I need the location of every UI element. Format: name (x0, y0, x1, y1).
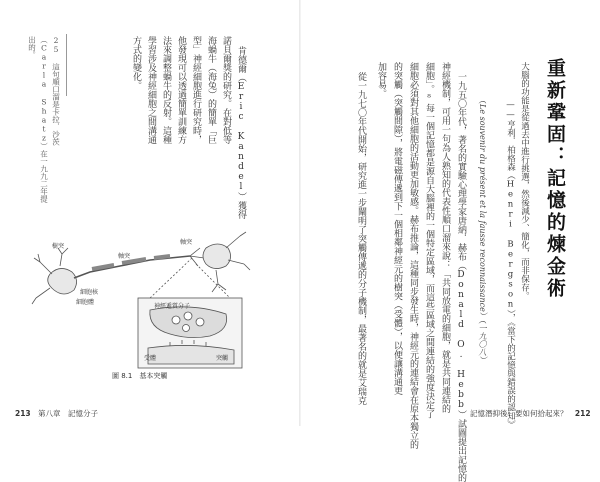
right-body-column: 的突觸（突觸間隙），將電磁傳遞到下一個相鄰神經元的樹突（受體），以便讓溝通更 (392, 62, 402, 395)
sidenote-line: 25 這句順口溜是卡拉．沙茨 (51, 36, 61, 146)
chapter-title: 重新鞏固：記憶的煉金術 (544, 58, 566, 300)
axon-line (74, 256, 190, 278)
vesicle (184, 312, 192, 320)
vesicle (183, 325, 190, 332)
page-gutter (299, 0, 301, 426)
synapse-figure (30, 214, 252, 372)
left-body-column: 學習涉及神經細胞之間溝通 (146, 36, 156, 144)
synapse-diagram (30, 214, 252, 372)
left-footer (10, 408, 98, 419)
label-receptor: 受體 (144, 355, 157, 362)
left-body-column: 諾貝爾獎的研究。在對低等 (221, 36, 231, 144)
left-page-number: 213 (15, 409, 31, 418)
left-body-column: 方式的變化。 (131, 36, 141, 90)
sidenote-line: 出的。 (27, 36, 37, 59)
label-axon: 軸突 (118, 253, 131, 260)
axon-myelin (92, 256, 170, 269)
right-body-column: 加容易。 (376, 62, 386, 98)
label-dendrite-right: 軸突 (180, 239, 193, 246)
vesicle (172, 316, 180, 324)
figure-caption: 圖 8.1 基本突觸 (112, 372, 168, 380)
left-body-column: 型」神經細胞進行研究時， (191, 36, 201, 144)
right-body-column: 神經機制，可用一句為人熟知的代表性順口溜來說：「共同放電的細胞，就是共同連結的 (440, 62, 450, 413)
left-body-column: 海蝸牛（海兔）的簡單「巨 (206, 36, 216, 144)
label-cell-nucleus: 細胞核 (80, 289, 99, 296)
label-dendrite-top: 樹突 (52, 243, 65, 250)
epigraph-french-title: （Le souvenir du présent et la fausse reconnaissance）（一九〇八） (478, 96, 487, 364)
left-body-column: 肯德爾（Eric Kandel）獲得 (236, 46, 246, 219)
right-body-column: 細胞必須對其他細胞的活動更加敏感。赫布推論，這種同步發生時，神經元的連結會在原本獨立的 (408, 62, 418, 449)
right-body-column: 一九五〇年代，著名的實驗心理學家唐納．赫布（Donald O. Hebb）試圖提出記憶的 (456, 72, 466, 482)
epigraph-line-2: ——亨利．柏格森（Henri Bergson），《當下的記憶與錯誤的認知》 (505, 100, 516, 429)
sidenote-rule (66, 34, 67, 96)
right-page-number: 212 (574, 409, 591, 418)
left-footer-text: 第八章 記憶分子 (38, 409, 99, 418)
right-footer (470, 408, 596, 419)
label-inset-title: 神經遞質分子 (154, 303, 191, 310)
left-body-column: 他發現可以透過簡單訓練方 (176, 36, 186, 144)
right-body-column: 細胞」。⁸每一個記憶都是源自大腦裡的一個特定區域，而這些區域之間連結的強度決定了 (424, 62, 434, 419)
label-synapse: 突觸 (216, 355, 229, 362)
epigraph-line-1: 大腦的功能是從過去中進行挑選，然後減少、簡化，而非保存。 (519, 62, 530, 300)
left-body-column: 法來調整蝸牛的反射。這種 (161, 36, 171, 144)
vesicle (196, 318, 204, 326)
axon-terminal (190, 248, 204, 266)
sidenote-line: （Carla Shatz）在一九九二年提 (39, 36, 49, 203)
label-cell-body: 細胞體 (76, 299, 95, 306)
neuron-left-body (48, 268, 77, 294)
right-footer-text: 記憶潛抑後：要如何拾起來？ (470, 409, 568, 418)
right-body-column: 從一九七〇年代開始，研究進一步闡明了突觸傳遞的分子機制，最著名的就是艾瑞克 (356, 72, 366, 405)
